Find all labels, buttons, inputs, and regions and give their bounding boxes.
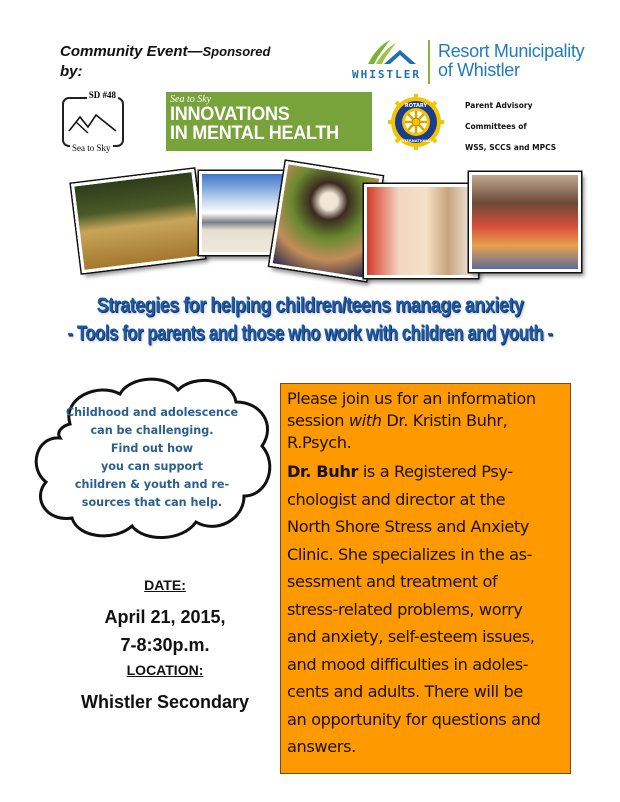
sponsor-by: by:	[60, 63, 83, 80]
headline-title: Strategies for helping children/teens manage anxiety	[96, 294, 524, 317]
sd48-sea-to-sky: Sea to Sky	[72, 143, 111, 153]
rmow-text: Resort Municipality of Whistler	[438, 41, 585, 80]
sd48-label: SD #48	[88, 90, 116, 100]
photo-collage	[62, 162, 582, 280]
date-value: April 21, 2015,	[104, 607, 226, 627]
event-details	[50, 574, 280, 716]
time-value: 7-8:30p.m.	[120, 635, 210, 655]
doctor-name: Dr. Buhr	[287, 462, 359, 481]
photo-girl-reading	[469, 172, 581, 272]
svg-text:INTERNATIONAL: INTERNATIONAL	[399, 139, 433, 143]
info-box	[280, 383, 571, 774]
sponsor-label: Community Event	[60, 43, 188, 60]
location-label: LOCATION:	[126, 662, 204, 678]
photo-teens	[71, 169, 205, 273]
headline-subtitle: - Tools for parents and those who work with children and youth -	[67, 322, 553, 345]
rotary-wheel-icon	[388, 94, 444, 150]
info-intro: Please join us for an information session with Dr. Kristin Buhr, R.Psych.	[287, 389, 536, 452]
location-value: Whistler Secondary	[80, 692, 250, 712]
svg-text:ROTARY: ROTARY	[404, 103, 428, 109]
innovations-mental-health-logo: Sea to Sky INNOVATIONS IN MENTAL HEALTH	[166, 92, 372, 151]
cloud-text: Childhood and adolescence can be challenging. Find out how you can support children & youth and re- sources that can help.	[65, 406, 239, 509]
whistler-logo	[352, 38, 592, 88]
sd48-logo	[62, 90, 124, 153]
date-label: DATE:	[144, 577, 186, 593]
info-bio: Dr. Buhr is a Registered Psy- chologist and director at the North Shore Stress and Anxiety Clinic. She specializes in the as- sessment and treatment of stress-related problems, worry and anxiety, self-esteem issues, and mood difficulties in adoles- cents and adults. There will be an opportunity for questions and answers.	[287, 462, 541, 756]
sponsor-line: Community Event—Sponsored by:	[60, 43, 271, 80]
photo-kids-phones	[364, 184, 478, 278]
logo-divider	[428, 40, 430, 84]
whistler-mountain-icon	[360, 38, 420, 68]
sponsored-label: Sponsored	[202, 44, 271, 59]
mountains-icon	[66, 109, 120, 135]
whistler-wordmark: WHISTLER	[352, 68, 421, 81]
pac-text: Parent Advisory Committees of WSS, SCCS and MPCS	[465, 101, 557, 152]
